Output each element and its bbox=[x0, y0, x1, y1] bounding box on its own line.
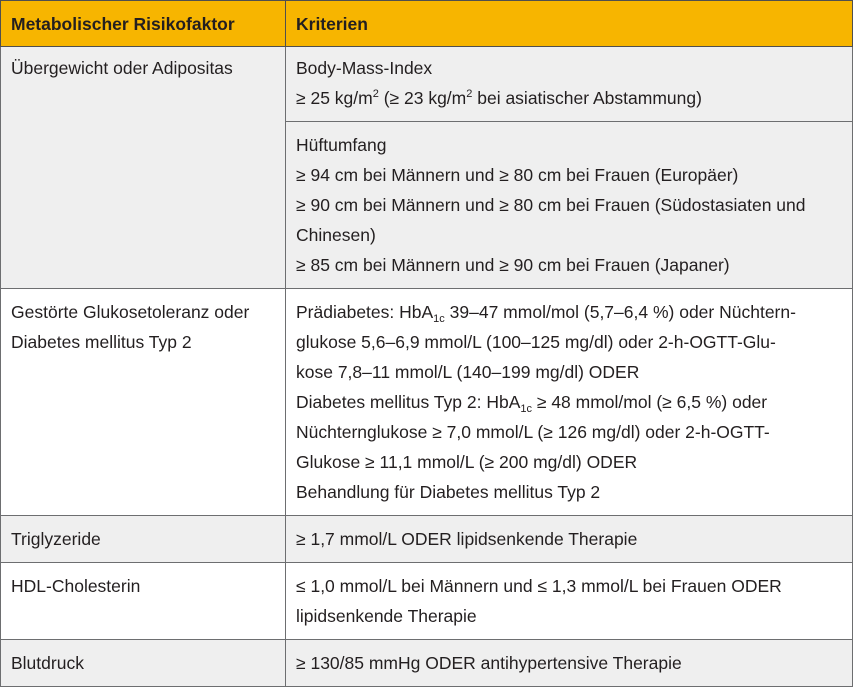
diabetes-line bbox=[296, 387, 842, 417]
bmi-sup: 2 bbox=[466, 88, 473, 100]
hueft-europaeer: ≥ 94 cm bei Männern und ≥ 80 cm bei Frauen (Europäer) bbox=[296, 165, 739, 185]
factor-label: Übergewicht oder Adipositas bbox=[11, 58, 233, 78]
table-row-adipositas bbox=[1, 47, 853, 122]
bmi-text-c: bei asiatischer Abstammung) bbox=[472, 88, 702, 108]
factor-cell bbox=[1, 640, 286, 687]
table-row-hdl bbox=[1, 563, 853, 640]
factor-label: Triglyzeride bbox=[11, 529, 101, 549]
text: Prädiabetes: HbA bbox=[296, 302, 434, 322]
criteria-cell-bmi bbox=[286, 47, 853, 122]
criteria-line: ≤ 1,0 mmol/L bei Männern und ≤ 1,3 mmol/L bei Frauen ODER bbox=[296, 576, 782, 596]
criteria-cell-blutdruck bbox=[286, 640, 853, 687]
hueft-suedostasiaten: ≥ 90 cm bei Männern und ≥ 80 cm bei Frauen (Südostasiaten und bbox=[296, 195, 806, 215]
factor-label-cont: Diabetes mellitus Typ 2 bbox=[11, 332, 192, 352]
criteria-line: Behandlung für Diabetes mellitus Typ 2 bbox=[296, 482, 601, 502]
bmi-sup: 2 bbox=[372, 88, 379, 100]
factor-label: Blutdruck bbox=[11, 653, 84, 673]
criteria-cell-glukose bbox=[286, 289, 853, 516]
hba1c-sub: 1c bbox=[433, 313, 445, 325]
criteria-line: ≥ 1,7 mmol/L ODER lipidsenkende Therapie bbox=[296, 529, 638, 549]
criteria-line: lipidsenkende Therapie bbox=[296, 606, 477, 626]
criteria-line: ≥ 130/85 mmHg ODER antihypertensive Therapie bbox=[296, 653, 682, 673]
criteria-line: kose 7,8–11 mmol/L (140–199 mg/dl) ODER bbox=[296, 362, 640, 382]
criteria-line: glukose 5,6–6,9 mmol/L (100–125 mg/dl) oder 2-h-OGTT-Glu- bbox=[296, 332, 776, 352]
criteria-cell-hueftumfang bbox=[286, 122, 853, 289]
header-row bbox=[1, 1, 853, 47]
criteria-cell-hdl bbox=[286, 563, 853, 640]
text: 39–47 mmol/mol (5,7–6,4 %) oder Nüchtern- bbox=[444, 302, 796, 322]
factor-cell bbox=[1, 47, 286, 289]
bmi-criteria bbox=[296, 83, 842, 113]
bmi-title: Body-Mass-Index bbox=[296, 58, 433, 78]
criteria-line: Glukose ≥ 11,1 mmol/L (≥ 200 mg/dl) ODER bbox=[296, 452, 638, 472]
praediabetes-line bbox=[296, 297, 842, 327]
factor-cell bbox=[1, 516, 286, 563]
table-row-triglyzeride bbox=[1, 516, 853, 563]
criteria-line: Nüchternglukose ≥ 7,0 mmol/L (≥ 126 mg/dl) oder 2-h-OGTT- bbox=[296, 422, 770, 442]
hueft-suedostasiaten-cont: Chinesen) bbox=[296, 225, 376, 245]
header-factor: Metabolischer Risikofaktor bbox=[1, 1, 286, 47]
text: ≥ 48 mmol/mol (≥ 6,5 %) oder bbox=[532, 392, 768, 412]
criteria-cell-triglyzeride bbox=[286, 516, 853, 563]
factor-cell bbox=[1, 563, 286, 640]
hba1c-sub: 1c bbox=[520, 403, 532, 415]
table-row-blutdruck bbox=[1, 640, 853, 687]
bmi-text-a: ≥ 25 kg/m bbox=[296, 88, 373, 108]
factor-label: Gestörte Glukosetoleranz oder bbox=[11, 302, 250, 322]
factor-label: HDL-Cholesterin bbox=[11, 576, 141, 596]
text: Diabetes mellitus Typ 2: HbA bbox=[296, 392, 521, 412]
hueft-title: Hüftumfang bbox=[296, 135, 387, 155]
header-criteria: Kriterien bbox=[286, 1, 853, 47]
hueft-japaner: ≥ 85 cm bei Männern und ≥ 90 cm bei Frauen (Japaner) bbox=[296, 255, 730, 275]
table-row-glukose bbox=[1, 289, 853, 516]
bmi-text-b: (≥ 23 kg/m bbox=[378, 88, 467, 108]
factor-cell bbox=[1, 289, 286, 516]
